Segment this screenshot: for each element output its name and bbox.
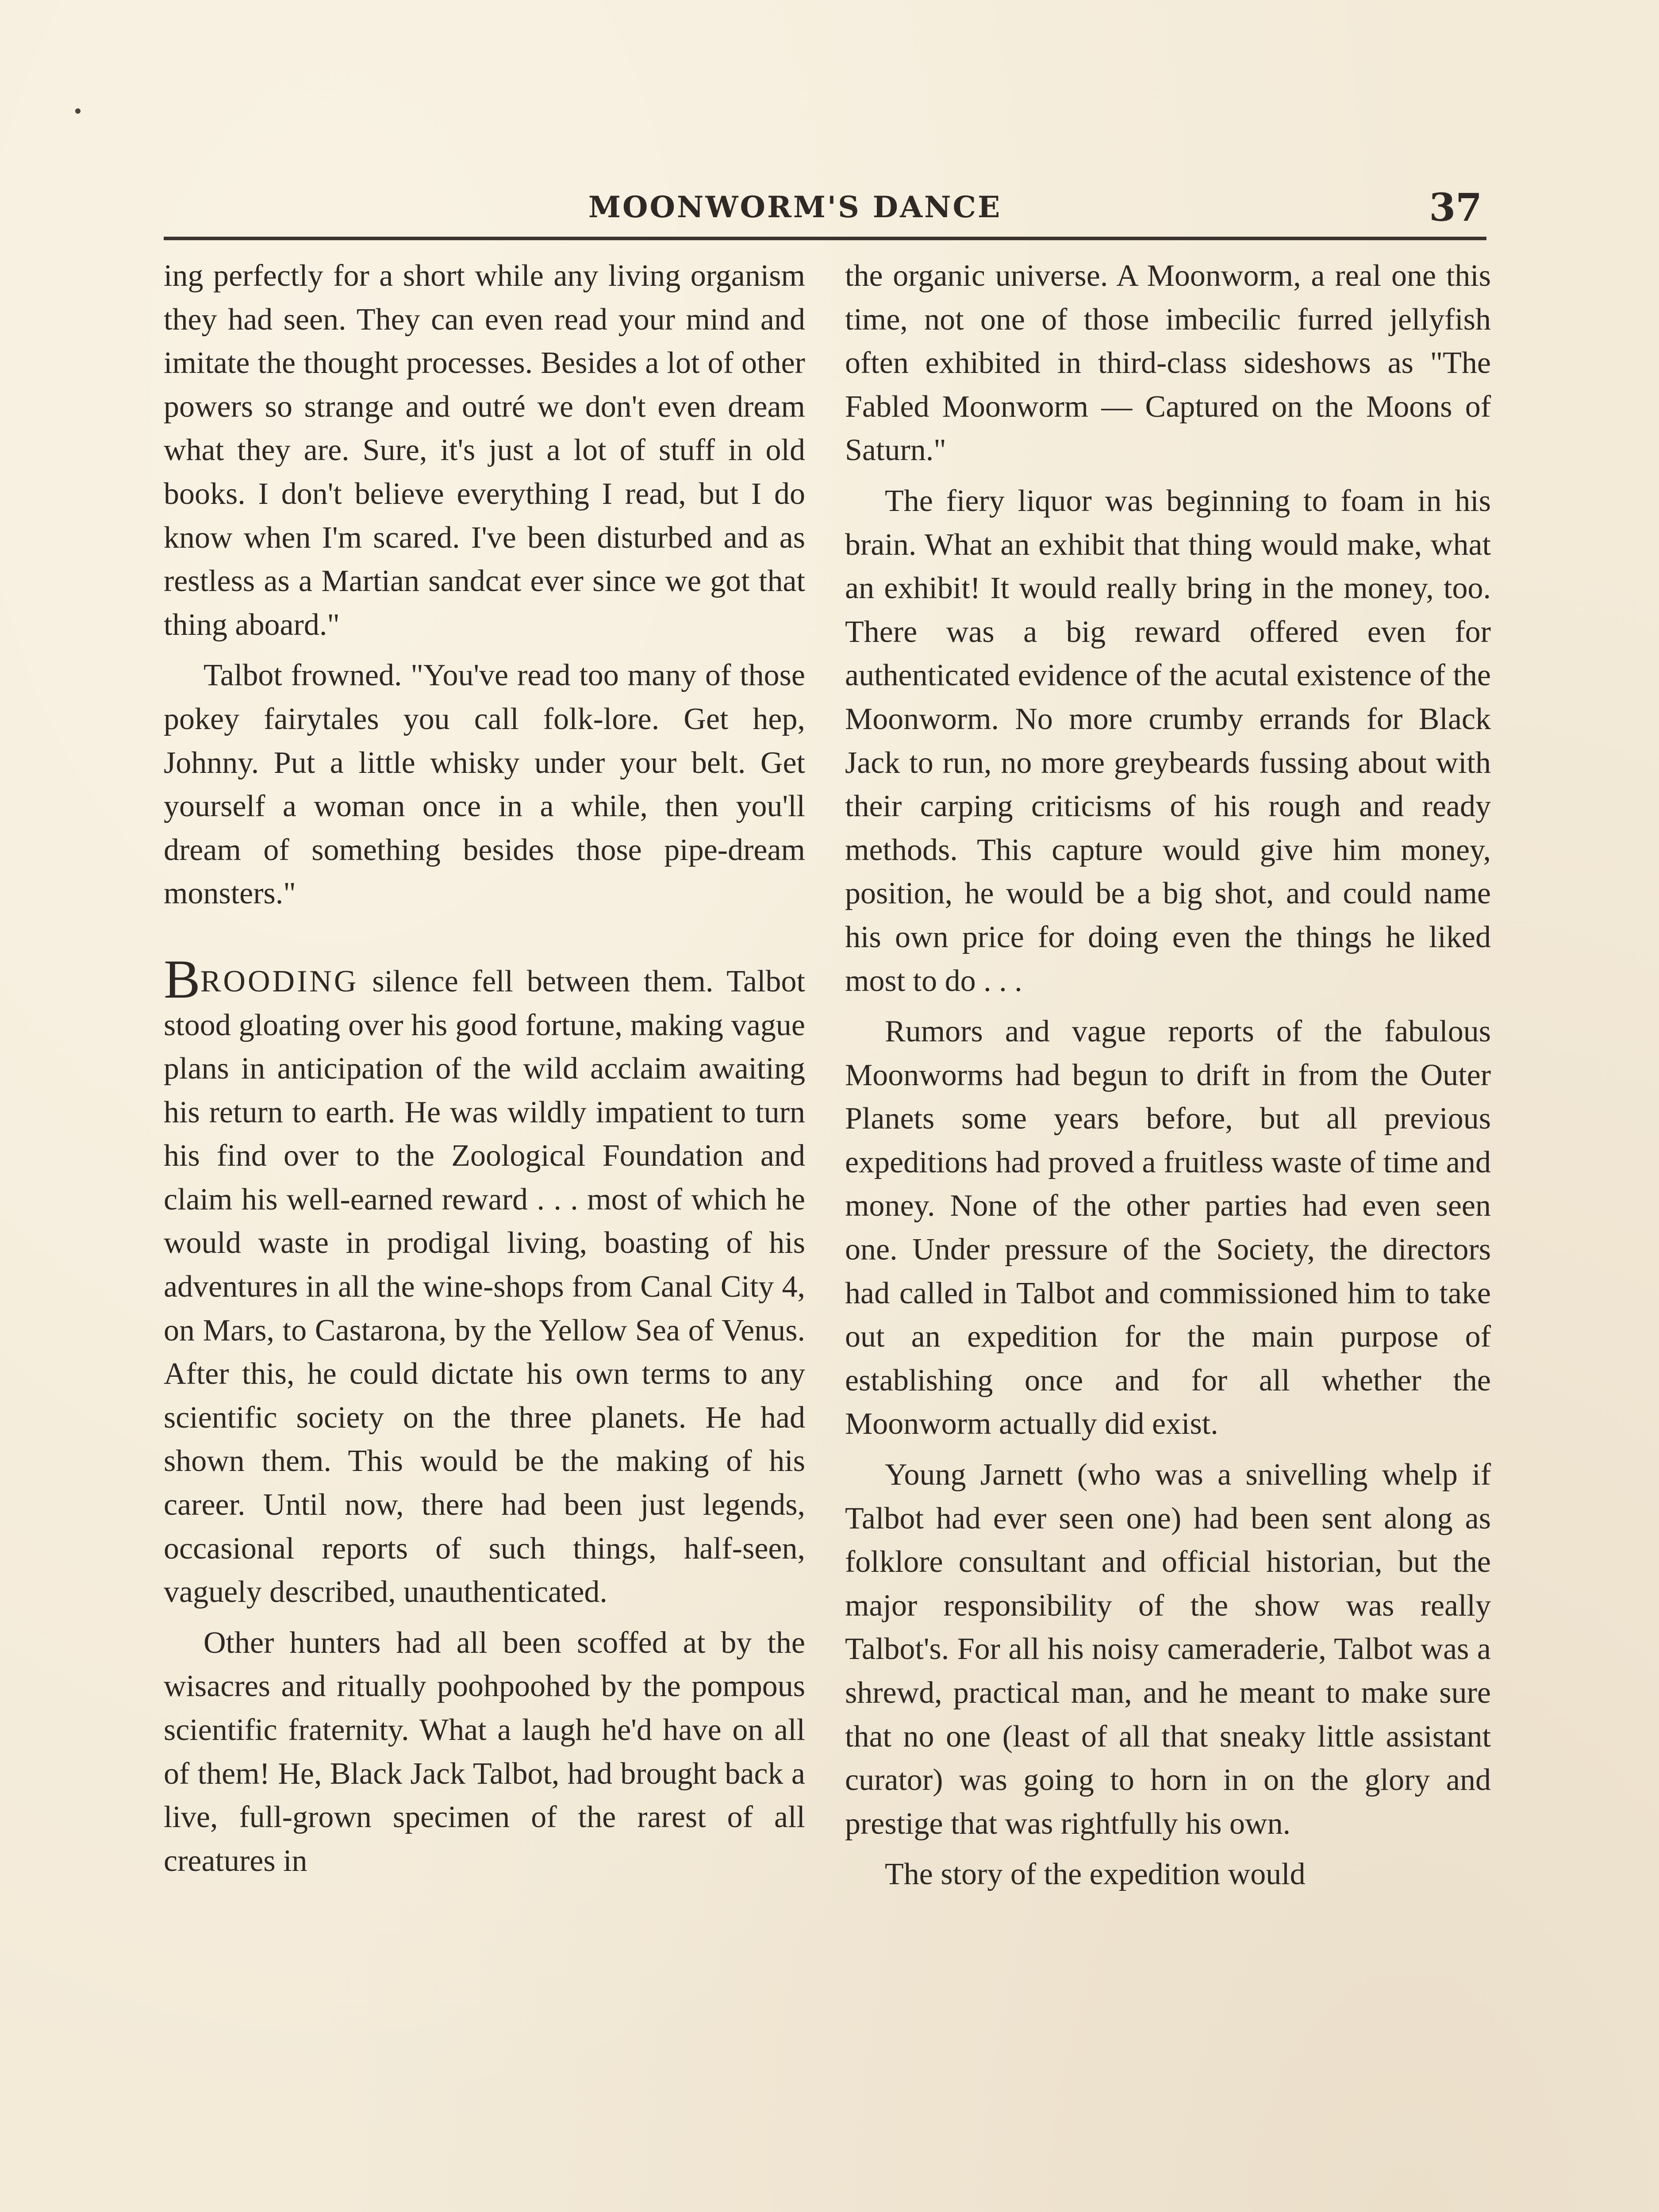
paragraph: the organic universe. A Moonworm, a real one this time, not one of those imbecilic furred jellyfish often exhibited in third-class sideshows as "The Fabled Moonworm — Captured on the Moons of Saturn." (845, 259, 1491, 468)
paragraph: The fiery liquor was beginning to foam in his brain. What an exhibit that thing would make, what an exhibit! It would really bring in the money, too. There was a big reward offered even for authenticated evidence of the acutal existence of the Moonworm. No more crumby errands for Black Jack to run, no more greybeards fussing about with their carping criticisms of his rough and ready methods. This capture would give him money, position, he would be a big shot, and could name his own price for doing even the things he liked most to do . . . (845, 484, 1491, 998)
paragraph: Talbot frowned. "You've read too many of those pokey fairytales you call folk-lore. Get hep, Johnny. Put a little whisky under your belt. Get yourself a woman once in a while, then you'll dream of something besides those pipe-dream monsters." (164, 658, 805, 911)
paragraph: Rumors and vague reports of the fabulous Moonworms had begun to drift in from the Outer Planets some years before, but all previous expeditions had proved a fruitless waste of time and money. None of the other parties had even seen one. Under pressure of the Society, the directors had called in Talbot and commissioned him to take out an expedition for the main purpose of establishing once and for all whether the Moonworm actually did exist. (845, 1014, 1491, 1441)
ink-speck (75, 108, 81, 114)
drop-cap: B (164, 949, 200, 1010)
page-header (164, 185, 1486, 241)
paragraph-text: silence fell between them. Talbot stood gloating over his good fortune, making vague plans in anticipation of the wild acclaim awaiting his return to earth. He was wildly impatient to turn his find over to the Zoological Foundation and claim his well-earned reward . . . most of which he would waste in prodigal living, boasting of his adventures in all the wine-shops from Canal City 4, on Mars, to Castarona, by the Yellow Sea of Venus. After this, he could dictate his own terms to any scientific society on the three planets. He had shown them. This would be the making of his career. Until now, there had been just legends, occasional reports of such things, half-seen, vaguely described, unauthenticated. (164, 964, 805, 1609)
running-title: MOONWORM'S DANCE (588, 190, 1002, 224)
right-column (845, 254, 1491, 1897)
section-paragraph (164, 949, 805, 1614)
page-number: 37 (1429, 185, 1482, 230)
small-caps-lead: ROODING (200, 964, 359, 998)
paragraph: Young Jarnett (who was a snivelling whelp if Talbot had ever seen one) had been sent along as folklore consultant and official historian, but the major responsibility of the show was really Talbot's. For all his noisy cameraderie, Talbot was a shrewd, practical man, and he meant to make sure that no one (least of all that sneaky little assistant curator) was going to horn in on the glory and prestige that was rightfully his own. (845, 1458, 1491, 1841)
paragraph: The story of the expedition would (885, 1857, 1306, 1892)
paragraph: ing perfectly for a short while any living organism they had seen. They can even read your mind and imitate the thought processes. Besides a lot of other powers so strange and outré we don't even dream what they are. Sure, it's just a lot of stuff in old books. I don't believe everything I read, but I do know when I'm scared. I've been disturbed and as restless as a Martian sandcat ever since we got that thing aboard." (164, 259, 805, 642)
left-column (164, 254, 805, 1883)
paragraph: Other hunters had all been scoffed at by the wisacres and ritually poohpoohed by the pompous scientific fraternity. What a laugh he'd have on all of them! He, Black Jack Talbot, had brought back a live, full-grown specimen of the rarest of all creatures in (164, 1625, 805, 1878)
header-rule (164, 237, 1486, 240)
